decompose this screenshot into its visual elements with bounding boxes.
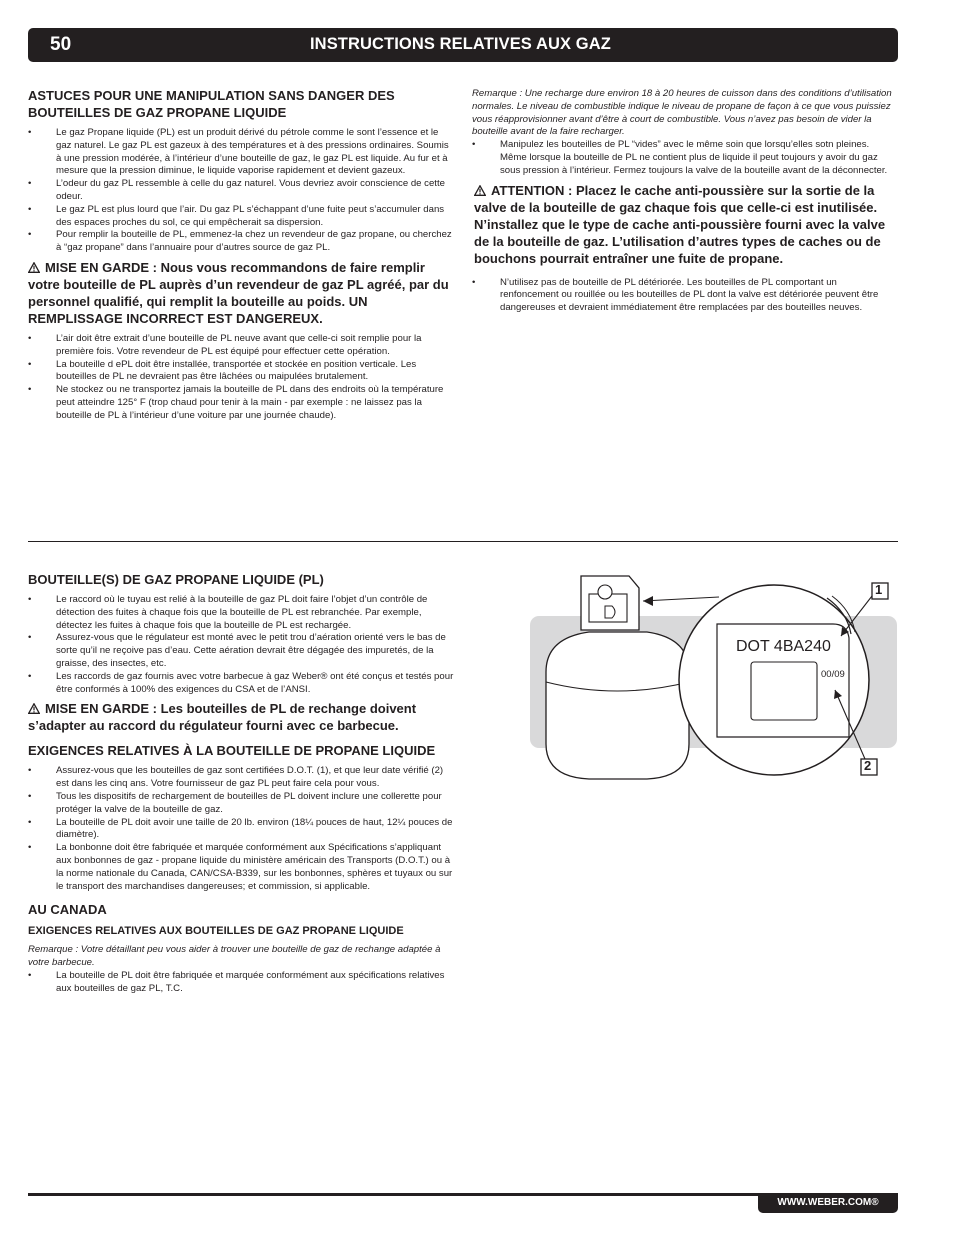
note-text: Remarque : Votre détaillant peu vous aider à trouver une bouteille de gaz de rechange adaptée à votre barbecue. [28, 944, 441, 969]
warning-text: MISE EN GARDE : Les bouteilles de PL de rechange doivent s’adapter au raccord du régulateur fourni avec ce barbecue. [28, 701, 417, 734]
tank-body [546, 632, 689, 779]
attention-block [472, 182, 896, 267]
bullet-list [472, 139, 896, 177]
list-item: • Ne stockez ou ne transportez jamais la bouteille de PL dans des endroits où la température peut atteindre 125° F (trop chaud pour tenir à la main - par exemple : ne laissez pas la bouteille de PL à l’intérieur d’une voiture par une journée chaude). [28, 384, 456, 422]
section-heading: BOUTEILLE(S) DE GAZ PROPANE LIQUIDE (PL) [28, 572, 324, 587]
page-number: 50 [50, 34, 72, 55]
date-stamp-box [751, 662, 817, 720]
tank-illustration [529, 572, 899, 782]
attention-text: ATTENTION : Placez le cache anti-poussière sur la sortie de la valve de la bouteille de gaz chaque fois que celle-ci est inutilisée. N’installez que le type de cache anti-poussière fourni avec la valve de la bouteille de gaz. L’utilisation d’autres types de caches ou de bouchons pourrait entraîner une fuite de propane. [474, 182, 886, 266]
page-title: INSTRUCTIONS RELATIVES AUX GAZ [310, 35, 611, 53]
bullet-list [28, 970, 456, 996]
note-text: Remarque : Une recharge dure environ 18 à 20 heures de cuisson dans des conditions d’utilisation normales. Le niveau de combustible indique le niveau de propane de façon à ce que vous puissiez vous réapprovisionner avant d’être à court de combustible. Vous n’avez pas besoin de vider la bouteille avant de la faire recharger. [472, 88, 892, 138]
list-item: • La bouteille d ePL doit être installée, transportée et stockée en position verticale. Les bouteilles de PL ne devraient pas être lâchées ou maipulées brutalement. [28, 359, 456, 385]
section-heading: AU CANADA [28, 902, 107, 918]
section-heading: ASTUCES POUR UNE MANIPULATION SANS DANGER DES BOUTEILLES DE GAZ PROPANE LIQUIDE [28, 88, 395, 120]
warning-icon [28, 703, 40, 714]
warning-icon [28, 262, 40, 273]
callout-1-number: 1 [875, 582, 883, 597]
warning-block [28, 700, 456, 734]
bullet-list [28, 333, 456, 423]
bullet-list [28, 765, 456, 893]
list-item: • N’utilisez pas de bouteille de PL détériorée. Les bouteilles de PL comportant un renfoncement ou rouillée ou les bouteilles de PL dont la valve est détériorée peuvent être dangereuses et devraient immédiatement être remplacées par des bouteilles neuves. [472, 277, 896, 315]
list-item: • Pour remplir la bouteille de PL, emmenez-la chez un revendeur de gaz propane, ou cherchez à “gaz propane” dans l’annuaire pour d’autres source de gaz PL. [28, 229, 456, 255]
list-item: • Tous les dispositifs de rechargement de bouteilles de PL doivent inclure une collerette pour protéger la valve de la bouteille de gaz. [28, 791, 456, 817]
right-top-column [472, 88, 896, 315]
website-link: WWW.WEBER.COM® [777, 1197, 879, 1208]
warning-icon [474, 185, 486, 196]
list-item: • Manipulez les bouteilles de PL “vides” avec le même soin que lorsqu’elles sotn pleines. Même lorsque la bouteille de PL ne contient plus de liquide il peut toujours y avoir du gaz sous pression à l’intérieur. Fermez toujours la valve de la bouteille avant de la déconnecter. [472, 139, 896, 177]
list-item: • La bonbonne doit être fabriquée et marquée conformément aux Spécifications s’appliquant aux bonbonnes de gaz - propane liquide du ministère américain des Transports (D.O.T.) ou à la norme nationale du Canada, CAN/CSA-B339, sur les bonbonnes, sphères et tuyaux ou sur le transport des marchandises dangereuses; et commission, si applicable. [28, 842, 456, 893]
list-item: • Le gaz PL est plus lourd que l’air. Du gaz PL s’échappant d’une fuite peut s’accumuler dans des espaces proches du sol, ce qui empêcherait sa dispersion. [28, 204, 456, 230]
list-item: • Assurez-vous que les bouteilles de gaz sont certifiées D.O.T. (1), et que leur date vérifié (2) est dans les cinq ans. Votre fournisseur de gaz PL peut faire cela pour vous. [28, 765, 456, 791]
header-bar [28, 28, 898, 62]
bullet-list [28, 127, 456, 255]
left-top-column [28, 87, 456, 423]
warning-text: MISE EN GARDE : Nous vous recommandons de faire remplir votre bouteille de PL auprès d’un revendeur de gaz PL agréé, par du personnel qualifié, qui remplit la bouteille au poids. UN REMPLISSAGE INCORRECT EST DANGEREUX. [28, 259, 449, 326]
warning-block [28, 259, 456, 327]
section-heading: EXIGENCES RELATIVES À LA BOUTEILLE DE PROPANE LIQUIDE [28, 743, 436, 759]
sub-heading: EXIGENCES RELATIVES AUX BOUTEILLES DE GAZ PROPANE LIQUIDE [28, 925, 404, 938]
valve-icon [598, 585, 612, 599]
list-item: • La bouteille de PL doit avoir une taille de 20 lb. environ (18¼ pouces de haut, 12¼ pouces de diamètre). [28, 817, 456, 843]
list-item: • Les raccords de gaz fournis avec votre barbecue à gaz Weber® ont été conçus et testés pour être conformés à 100% des exigences du CSA et de l’ANSI. [28, 671, 456, 697]
dot-label: DOT 4BA240 [736, 638, 831, 655]
list-item: • Le raccord où le tuyau est relié à la bouteille de gaz PL doit faire l’objet d’un contrôle de détection des fuites à chaque fois que la bouteille de PL est rebranchée. Par exemple, détectez les fuites à chaque fois que la bouteille de PL est rechargée. [28, 594, 456, 632]
footer-url [758, 1193, 898, 1213]
bullet-list [28, 594, 456, 696]
list-item: • Assurez-vous que le régulateur est monté avec le petit trou d’aération orienté vers le bas de sorte qu’il ne reçoive pas d’eau. Cette aération devrait être dégagée des impuretés, de la graisse, des insectes, etc. [28, 632, 456, 670]
callout-2-number: 2 [864, 758, 872, 773]
section-divider [28, 541, 898, 542]
date-label: 00/09 [821, 669, 845, 680]
left-bottom-column [28, 571, 456, 996]
list-item: • La bouteille de PL doit être fabriquée et marquée conformément aux spécifications relatives aux bouteilles de gaz PL, T.C. [28, 970, 456, 996]
list-item: • L’air doit être extrait d’une bouteille de PL neuve avant que celle-ci soit remplie pour la première fois. Votre revendeur de PL est équipé pour effectuer cette opération. [28, 333, 456, 359]
list-item: • L’odeur du gaz PL ressemble à celle du gaz naturel. Vous devriez avoir conscience de cette odeur. [28, 178, 456, 204]
bullet-list [472, 277, 896, 315]
list-item: • Le gaz Propane liquide (PL) est un produit dérivé du pétrole comme le sont l’essence et le gaz naturel. Le gaz PL est gazeux à des températures et à des pressions ordinaires. Soumis à une pression modérée, à l’intérieur d’une bouteille de gaz, le gaz PL est liquide. Au fur et à mesure que la pression diminue, le liquide vaporise rapidement et devient gazeux. [28, 127, 456, 178]
